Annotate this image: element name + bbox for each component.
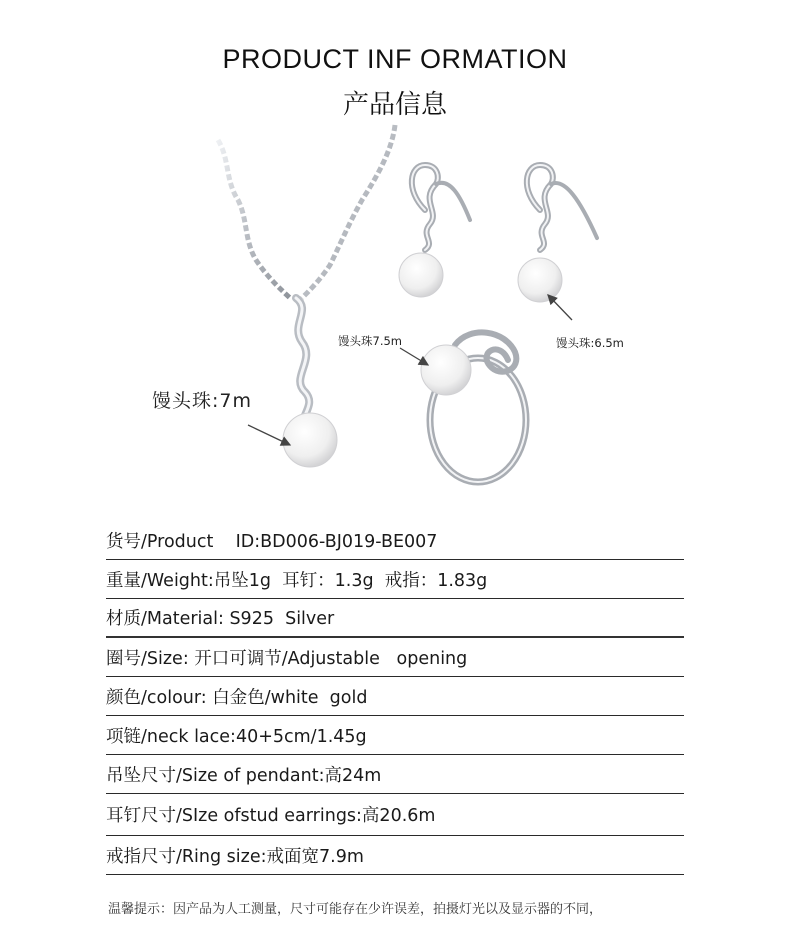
pointer-arrow-icon xyxy=(548,295,572,320)
spec-necklace: 项链/neck lace:40+5cm/1.45g xyxy=(106,716,684,755)
footnote-tip: 温馨提示：因产品为人工测量，尺寸可能存在少许误差，拍摄灯光以及显示器的不同， xyxy=(108,902,603,917)
necklace-image xyxy=(218,125,395,467)
spec-size: 圈号/Size: 开口可调节/Adjustable opening xyxy=(106,638,684,677)
spec-colour: 颜色/colour: 白金色/white gold xyxy=(106,677,684,716)
spec-product-id: 货号/Product ID:BD006-BJ019-BE007 xyxy=(106,521,684,560)
pendant-pearl-label: 馒头珠:7m xyxy=(152,390,252,412)
spec-earring-size: 耳钉尺寸/SIze ofstud earrings:高20.6m xyxy=(106,794,684,836)
spec-list xyxy=(106,521,684,875)
product-photo xyxy=(0,120,790,520)
ring-image xyxy=(421,332,526,482)
spec-weight: 重量/Weight:吊坠1g 耳钉：1.3g 戒指：1.83g xyxy=(106,560,684,599)
page-title-cn: 产品信息 xyxy=(342,90,447,120)
spec-ring-size: 戒指尺寸/Ring size:戒面宽7.9m xyxy=(106,836,684,875)
earring-pearl-label: 馒头珠:6.5m xyxy=(556,336,624,350)
page-title-en: PRODUCT INF ORMATION xyxy=(222,44,568,74)
pointer-arrow-icon xyxy=(400,348,428,365)
spec-pendant-size: 吊坠尺寸/Size of pendant:高24m xyxy=(106,755,684,794)
earring-image xyxy=(399,165,597,302)
ring-pearl-label: 馒头珠7.5m xyxy=(338,334,402,348)
spec-material: 材质/Material: S925 Silver xyxy=(106,599,684,638)
